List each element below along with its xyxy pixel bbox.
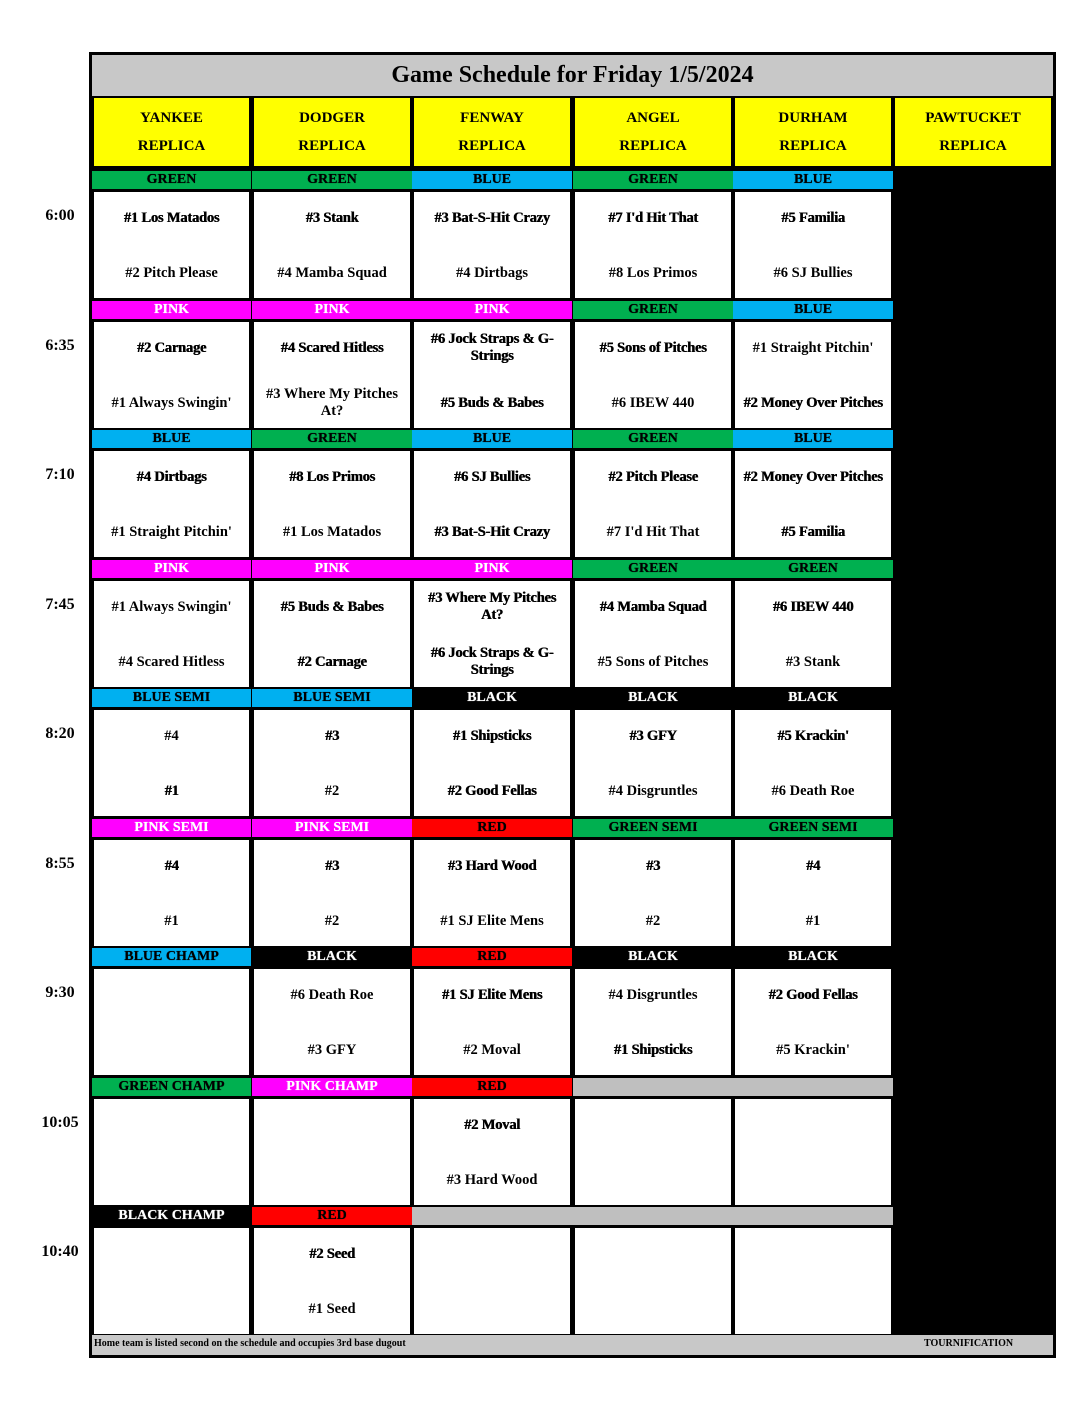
game-cell[interactable] <box>412 967 572 1077</box>
game-cell[interactable] <box>92 967 251 1077</box>
footer-brand: TOURNIFICATION <box>924 1338 1014 1349</box>
team-away <box>575 1102 731 1148</box>
team-home: #3 Hard Wood <box>446 1171 538 1188</box>
venue-name: DURHAM <box>778 110 848 126</box>
team-away: #5 Sons of Pitches <box>599 339 707 356</box>
division-label: RED <box>412 819 572 837</box>
team-home: #2 Carnage <box>297 653 367 670</box>
team-away: #3 <box>324 857 340 874</box>
division-label: GREEN <box>252 171 412 189</box>
team-away: #1 SJ Elite Mens <box>441 986 543 1003</box>
team-home: #2 Good Fellas <box>447 782 537 799</box>
team-away: #4 <box>164 857 179 874</box>
team-home: #3 Stank <box>785 653 841 670</box>
team-away: #3 <box>645 857 661 874</box>
division-label: PINK CHAMP <box>252 1078 412 1096</box>
team-home: #1 <box>164 782 179 799</box>
team-home: #4 Scared Hitless <box>118 653 225 670</box>
division-label: GREEN <box>92 171 251 189</box>
game-cell[interactable] <box>252 708 412 818</box>
division-label: PINK <box>412 560 572 578</box>
venue-name: YANKEE <box>140 110 203 126</box>
division-label: BLUE <box>733 430 893 448</box>
footer-bar <box>92 1335 1053 1355</box>
team-away: #1 Straight Pitchin' <box>752 339 874 356</box>
team-away: #3 GFY <box>629 727 677 744</box>
venue-name: FENWAY <box>460 110 524 126</box>
division-label: PINK <box>252 560 412 578</box>
team-away <box>254 1102 410 1148</box>
game-cell[interactable] <box>573 190 733 300</box>
time-label: 6:35 <box>45 337 75 354</box>
team-home: #4 Mamba Squad <box>277 264 387 281</box>
game-cell[interactable] <box>733 838 893 948</box>
team-home <box>94 1286 249 1332</box>
team-away: #2 Seed <box>309 1245 355 1262</box>
team-home: #4 Dirtbags <box>455 264 529 281</box>
game-cell[interactable] <box>252 967 412 1077</box>
team-home <box>575 1286 731 1332</box>
venue-header-fenway <box>412 96 572 168</box>
division-label: GREEN <box>573 430 733 448</box>
team-home: #2 <box>645 912 661 929</box>
team-home: #1 Seed <box>308 1300 356 1317</box>
venue-header-yankee <box>92 96 251 168</box>
game-cell[interactable] <box>92 320 251 430</box>
team-away: #1 Always Swingin' <box>111 598 232 615</box>
division-label <box>573 1078 893 1096</box>
team-away: #8 Los Primos <box>288 468 375 485</box>
team-away: #3 Bat-S-Hit Crazy <box>434 209 550 226</box>
division-label: BLACK <box>573 948 733 966</box>
team-home <box>414 1286 570 1332</box>
team-home: #2 Pitch Please <box>125 264 218 281</box>
team-home: #1 <box>805 912 821 929</box>
team-away: #4 <box>805 857 821 874</box>
division-label: GREEN <box>573 560 733 578</box>
team-home: #4 Disgruntles <box>608 782 698 799</box>
footer-note: Home team is listed second on the schedule and occupies 3rd base dugout <box>94 1338 406 1349</box>
division-label: GREEN SEMI <box>573 819 733 837</box>
venue-header-pawtucket <box>893 96 1053 168</box>
division-label: BLACK CHAMP <box>92 1207 251 1225</box>
time-gutter <box>0 300 89 432</box>
venue-name: ANGEL <box>626 110 680 126</box>
division-label: BLUE <box>412 171 572 189</box>
time-label: 8:20 <box>45 725 75 742</box>
team-home: #2 Money Over Pitches <box>743 394 883 411</box>
game-cell[interactable] <box>412 579 572 689</box>
game-cell[interactable] <box>733 449 893 559</box>
team-away: #6 IBEW 440 <box>772 598 854 615</box>
game-cell[interactable] <box>573 1097 733 1207</box>
venue-subtitle: REPLICA <box>939 138 1007 154</box>
time-gutter <box>0 1206 89 1338</box>
division-label: GREEN SEMI <box>733 819 893 837</box>
game-cell[interactable] <box>733 190 893 300</box>
game-cell[interactable] <box>92 708 251 818</box>
team-home: #7 I'd Hit That <box>606 523 700 540</box>
game-cell[interactable] <box>573 449 733 559</box>
game-cell[interactable] <box>733 320 893 430</box>
team-home: #6 Jock Straps & G-Strings <box>430 645 554 678</box>
time-gutter <box>0 170 89 302</box>
team-home: #3 GFY <box>307 1041 357 1058</box>
division-label: BLUE SEMI <box>92 689 251 707</box>
team-away: #4 Disgruntles <box>608 986 698 1003</box>
game-cell[interactable] <box>733 579 893 689</box>
team-away: #5 Krackin' <box>777 727 849 744</box>
team-away: #3 Where My Pitches At? <box>427 590 557 623</box>
team-home: #5 Familia <box>781 523 845 540</box>
time-label: 9:30 <box>45 984 75 1001</box>
game-cell[interactable] <box>92 579 251 689</box>
venue-header-durham <box>733 96 893 168</box>
division-label: BLUE SEMI <box>252 689 412 707</box>
division-label: BLUE <box>412 430 572 448</box>
team-home: #1 Always Swingin' <box>111 394 232 411</box>
division-label: RED <box>252 1207 412 1225</box>
division-label: BLUE <box>733 301 893 319</box>
time-gutter <box>0 947 89 1079</box>
game-cell[interactable] <box>252 190 412 300</box>
time-gutter <box>0 818 89 950</box>
game-cell[interactable] <box>252 838 412 948</box>
division-label: PINK <box>92 560 251 578</box>
team-away: #3 <box>324 727 340 744</box>
time-gutter <box>0 559 89 691</box>
time-gutter <box>0 688 89 820</box>
team-away: #7 I'd Hit That <box>608 209 698 226</box>
game-cell[interactable] <box>92 449 251 559</box>
game-cell[interactable] <box>252 1097 412 1207</box>
team-away: #4 <box>164 727 179 744</box>
division-label: PINK SEMI <box>252 819 412 837</box>
venue-name: PAWTUCKET <box>925 110 1021 126</box>
game-cell[interactable] <box>573 967 733 1077</box>
team-away: #2 Money Over Pitches <box>743 468 883 485</box>
game-cell[interactable] <box>412 1226 572 1336</box>
team-away: #3 Stank <box>305 209 359 226</box>
game-cell[interactable] <box>92 190 251 300</box>
team-away: #2 Good Fellas <box>768 986 858 1003</box>
division-label: PINK <box>412 301 572 319</box>
team-away: #6 Jock Straps & G-Strings <box>430 331 554 364</box>
division-label: BLACK <box>733 948 893 966</box>
division-label: PINK SEMI <box>92 819 251 837</box>
division-label <box>412 1207 893 1225</box>
division-label: BLACK <box>252 948 412 966</box>
team-home: #8 Los Primos <box>608 264 698 281</box>
team-home: #5 Sons of Pitches <box>597 653 709 670</box>
division-label: PINK <box>92 301 251 319</box>
game-cell[interactable] <box>412 838 572 948</box>
game-cell[interactable] <box>252 320 412 430</box>
division-label: RED <box>412 948 572 966</box>
game-cell[interactable] <box>412 449 572 559</box>
team-home <box>94 1027 249 1073</box>
division-label: GREEN <box>733 560 893 578</box>
team-home: #6 IBEW 440 <box>611 394 695 411</box>
team-home: #1 Straight Pitchin' <box>111 523 232 540</box>
venue-name: DODGER <box>299 110 365 126</box>
team-home: #2 <box>324 912 340 929</box>
team-away: #4 Dirtbags <box>136 468 207 485</box>
team-home: #1 SJ Elite Mens <box>440 912 544 929</box>
division-label: BLUE CHAMP <box>92 948 251 966</box>
division-label: BLUE <box>733 171 893 189</box>
team-home <box>735 1157 891 1203</box>
division-label: BLACK <box>573 689 733 707</box>
team-away: #6 Death Roe <box>290 986 374 1003</box>
team-home <box>94 1157 249 1203</box>
game-cell[interactable] <box>92 1097 251 1207</box>
game-cell[interactable] <box>412 708 572 818</box>
game-cell[interactable] <box>412 190 572 300</box>
team-home: #5 Krackin' <box>776 1041 850 1058</box>
venue-header-dodger <box>252 96 412 168</box>
game-cell[interactable] <box>573 320 733 430</box>
game-cell[interactable] <box>252 449 412 559</box>
division-label: BLACK <box>412 689 572 707</box>
team-away <box>735 1102 891 1148</box>
time-gutter <box>0 429 89 561</box>
game-cell[interactable] <box>733 1097 893 1207</box>
game-cell[interactable] <box>733 708 893 818</box>
team-away: #5 Buds & Babes <box>280 598 384 615</box>
game-cell[interactable] <box>92 1226 251 1336</box>
game-cell[interactable] <box>573 579 733 689</box>
venue-subtitle: REPLICA <box>298 138 366 154</box>
division-label: GREEN <box>573 171 733 189</box>
time-label: 10:05 <box>41 1114 79 1131</box>
team-away <box>94 972 249 1018</box>
team-away <box>94 1102 249 1148</box>
team-home: #2 <box>324 782 340 799</box>
time-label: 8:55 <box>45 855 75 872</box>
team-away: #6 SJ Bullies <box>453 468 531 485</box>
schedule-title: Game Schedule for Friday 1/5/2024 <box>92 55 1053 96</box>
game-cell[interactable] <box>92 838 251 948</box>
team-home: #6 Death Roe <box>771 782 855 799</box>
team-home: #3 Where My Pitches At? <box>266 386 398 419</box>
team-away: #5 Familia <box>781 209 845 226</box>
time-label: 7:45 <box>45 596 75 613</box>
team-away: #2 Carnage <box>136 339 207 356</box>
venue-subtitle: REPLICA <box>458 138 526 154</box>
team-home: #1 Shipsticks <box>613 1041 693 1058</box>
venue-header-angel <box>573 96 733 168</box>
game-cell[interactable] <box>573 708 733 818</box>
time-label: 7:10 <box>45 466 75 483</box>
team-away <box>575 1231 731 1277</box>
division-label: GREEN <box>252 430 412 448</box>
division-label: GREEN CHAMP <box>92 1078 251 1096</box>
team-away: #2 Pitch Please <box>608 468 698 485</box>
game-cell[interactable] <box>733 967 893 1077</box>
division-label: PINK <box>252 301 412 319</box>
division-label: GREEN <box>573 301 733 319</box>
venue-subtitle: REPLICA <box>137 138 206 154</box>
game-cell[interactable] <box>412 320 572 430</box>
team-away: #3 Hard Wood <box>447 857 537 874</box>
game-cell[interactable] <box>412 1097 572 1207</box>
game-cell[interactable] <box>573 1226 733 1336</box>
team-away: #4 Mamba Squad <box>599 598 707 615</box>
venue-subtitle: REPLICA <box>619 138 687 154</box>
team-away <box>414 1231 570 1277</box>
team-home: #5 Buds & Babes <box>440 394 544 411</box>
time-gutter <box>0 1077 89 1209</box>
team-away: #4 Scared Hitless <box>280 339 384 356</box>
team-away <box>94 1231 249 1277</box>
team-home <box>575 1157 731 1203</box>
team-home: #3 Bat-S-Hit Crazy <box>434 523 550 540</box>
team-home: #1 Los Matados <box>282 523 382 540</box>
team-away: #1 Los Matados <box>123 209 220 226</box>
team-away: #1 Shipsticks <box>452 727 532 744</box>
venue-subtitle: REPLICA <box>779 138 847 154</box>
game-cell[interactable] <box>733 1226 893 1336</box>
time-label: 6:00 <box>45 207 75 224</box>
team-home <box>254 1157 410 1203</box>
team-home <box>735 1286 891 1332</box>
team-home: #1 <box>164 912 179 929</box>
division-label: RED <box>412 1078 572 1096</box>
team-away: #2 Moval <box>464 1116 520 1133</box>
team-home: #6 SJ Bullies <box>773 264 853 281</box>
game-cell[interactable] <box>252 579 412 689</box>
game-cell[interactable] <box>573 838 733 948</box>
team-away <box>735 1231 891 1277</box>
division-label: BLACK <box>733 689 893 707</box>
game-cell[interactable] <box>252 1226 412 1336</box>
division-label: BLUE <box>92 430 251 448</box>
team-home: #2 Moval <box>463 1041 521 1058</box>
time-label: 10:40 <box>41 1243 79 1260</box>
